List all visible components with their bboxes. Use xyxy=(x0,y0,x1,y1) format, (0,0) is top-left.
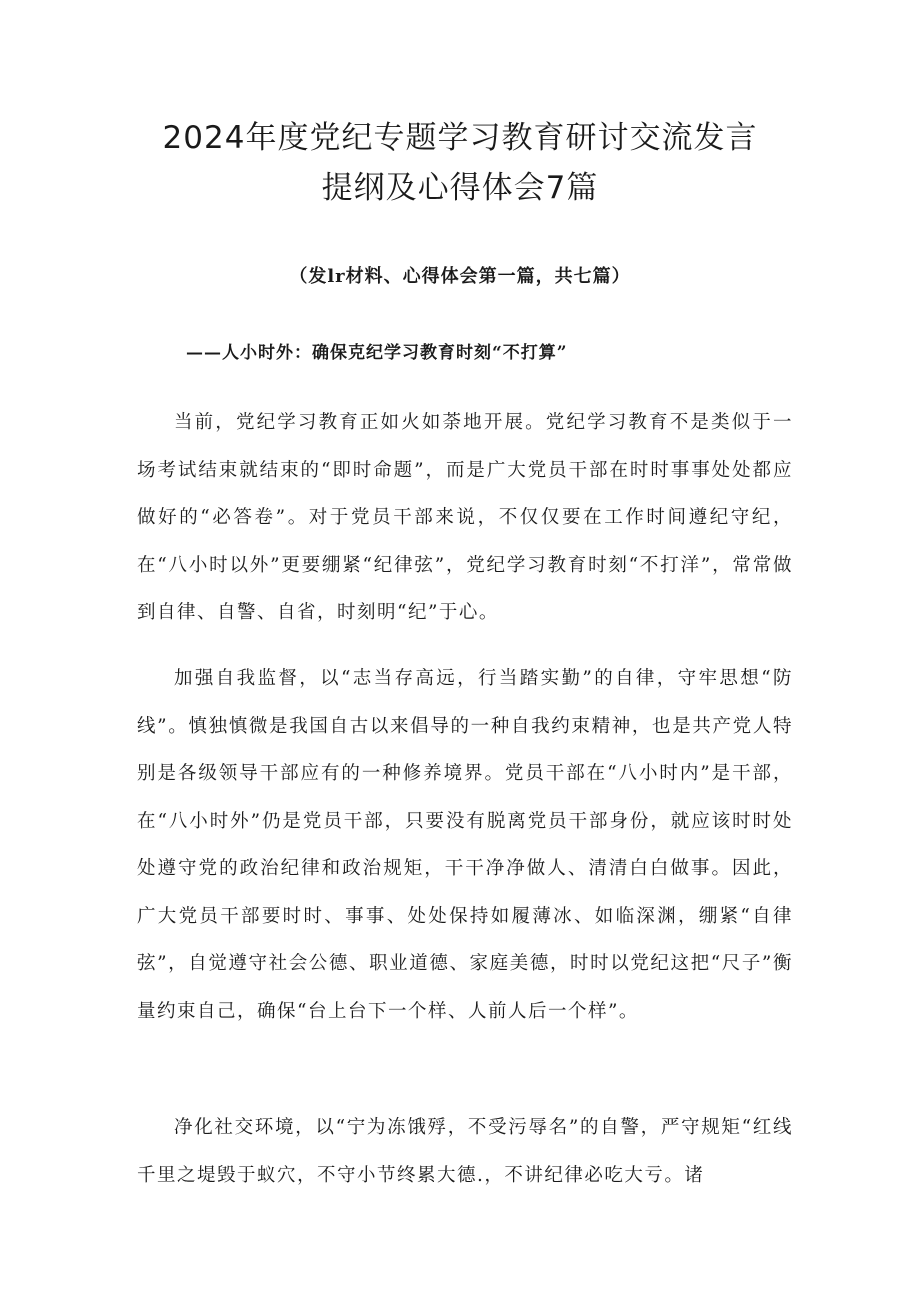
body-paragraph-1: 当前，党纪学习教育正如火如荼地开展。党纪学习教育不是类似于一场考试结束就结束的“即时命题”，而是广大党员干部在时时事事处处都应做好的“必答卷”。对于党员干部来说，不仅仅要在工作时间遵纪守纪，在“八小时以外”更要绷紧“纪律弦”，党纪学习教育时刻“不打洋”，常常做到自律、自警、自省，时刻明“纪”于心。 xyxy=(137,412,793,623)
document-title-line-1: 2024年度党纪专题学习教育研讨交流发言 xyxy=(162,120,758,156)
document-subtitle: （发lr材料、心得体会第一篇，共七篇） xyxy=(289,266,631,287)
body-paragraph-3: 净化社交环境，以“宁为冻饿殍，不受污辱名”的自警，严守规矩“红线千里之堤毁于蚁穴，不守小节终累大德.，不讲纪律必吃大亏。诸 xyxy=(137,1117,793,1186)
document-title-line-2: 提纲及心得体会7篇 xyxy=(321,170,599,206)
body-paragraph-2: 加强自我监督，以“志当存高远，行当踏实勤”的自律，守牢思想“防线”。慎独慎微是我国自古以来倡导的一种自我约束精神，也是共产党人特别是各级领导干部应有的一种修养境界。党员干部在“八小时内”是干部，在“八小时外”仍是党员干部，只要没有脱离党员干部身份，就应该时时处处遵守党的政治纪律和政治规矩，干干净净做人、清清白白做事。因此，广大党员干部要时时、事事、处处保持如履薄冰、如临深渊，绷紧“自律弦”，自觉遵守社会公德、职业道德、家庭美德，时时以党纪这把“尺子”衡量约束自己，确保“台上台下一个样、人前人后一个样”。 xyxy=(137,668,793,1022)
section-heading: ——人小时外：确保克纪学习教育时刻“不打算” xyxy=(186,343,568,363)
